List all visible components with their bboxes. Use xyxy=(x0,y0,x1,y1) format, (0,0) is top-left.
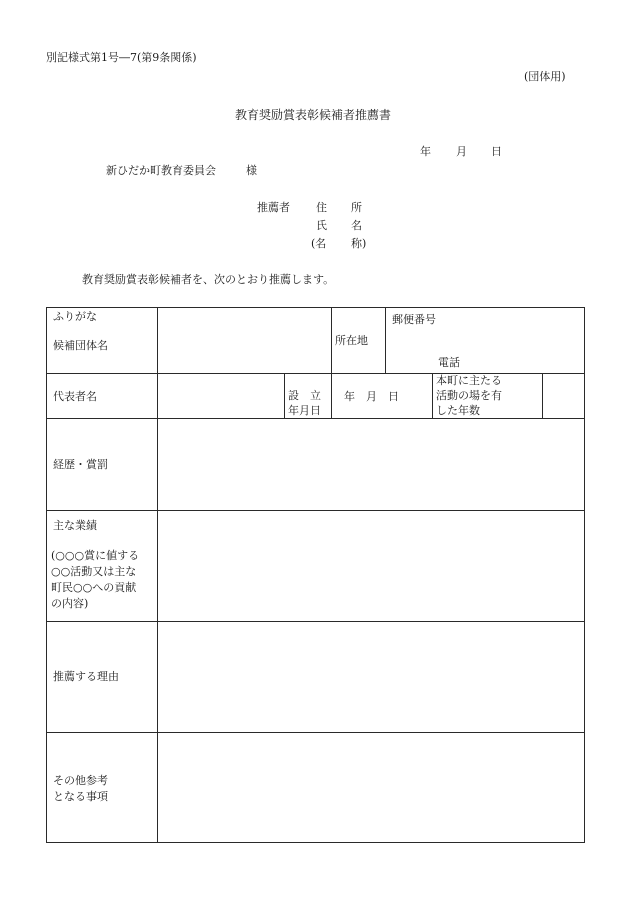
table-border-left xyxy=(46,307,47,843)
candidate-org-label: 候補団体名 xyxy=(53,339,108,352)
row2-divider-d xyxy=(542,373,543,419)
row2-divider-b xyxy=(331,373,332,419)
date-month-label: 月 xyxy=(456,145,467,158)
achievements-note-line4: の内容) xyxy=(51,597,89,610)
row-divider-5 xyxy=(46,732,585,733)
row-divider-1 xyxy=(46,373,585,374)
years-label-line2: 活動の場を有 xyxy=(436,389,502,402)
phone-label: 電話 xyxy=(438,356,460,369)
intro-sentence: 教育奨励賞表彰候補者を、次のとおり推薦します。 xyxy=(82,273,335,286)
form-number: 別記様式第1号―7(第9条関係) xyxy=(46,51,197,64)
furigana-label: ふりがな xyxy=(53,310,97,323)
recommender-address-label-a: 住 xyxy=(316,201,327,214)
row-divider-3 xyxy=(46,510,585,511)
years-label-line3: した年数 xyxy=(436,404,480,417)
recommender-label: 推薦者 xyxy=(257,201,290,214)
document-title: 教育奨励賞表彰候補者推薦書 xyxy=(235,108,392,122)
row2-divider-c xyxy=(432,373,433,419)
date-day-label: 日 xyxy=(491,145,502,158)
row-divider-4 xyxy=(46,621,585,622)
recommender-title-label-b: 称) xyxy=(351,237,367,250)
postal-code-label: 郵便番号 xyxy=(392,313,436,326)
label-column-divider xyxy=(157,307,158,843)
other-reference-label-line2: となる事項 xyxy=(53,790,108,803)
founded-date-ymd: 年 月 日 xyxy=(344,390,399,403)
table-border-bottom xyxy=(46,842,585,843)
recommender-address-label-b: 所 xyxy=(351,201,362,214)
row2-divider-a xyxy=(284,373,285,419)
row1-divider-b xyxy=(385,307,386,374)
recommendation-reason-label: 推薦する理由 xyxy=(53,670,119,683)
form-type-note: (団体用) xyxy=(524,70,566,83)
date-year-label: 年 xyxy=(420,145,431,158)
years-label-line1: 本町に主たる xyxy=(436,374,502,387)
addressee: 新ひだか町教育委員会 xyxy=(106,164,216,177)
achievements-note-line3: 町民○○への貢献 xyxy=(51,581,137,594)
recommendation-form-table xyxy=(46,307,585,843)
row-divider-2 xyxy=(46,418,585,419)
founded-label-line2: 年月日 xyxy=(288,404,321,417)
location-label: 所在地 xyxy=(335,334,368,347)
table-border-top xyxy=(46,307,585,308)
recommender-title-label-a: (名 xyxy=(311,237,327,250)
history-awards-label: 経歴・賞罰 xyxy=(53,458,108,471)
founded-label-line1: 設 立 xyxy=(288,389,321,402)
row1-divider-a xyxy=(331,307,332,374)
recommender-name-label-a: 氏 xyxy=(316,219,327,232)
achievements-note-line2: ○○活動又は主な xyxy=(51,565,137,578)
achievements-note-line1: (○○○賞に値する xyxy=(51,549,140,562)
honorific: 様 xyxy=(246,164,257,177)
other-reference-label-line1: その他参考 xyxy=(53,774,108,787)
representative-name-label: 代表者名 xyxy=(53,390,97,403)
achievements-label: 主な業績 xyxy=(53,519,97,532)
recommender-name-label-b: 名 xyxy=(351,219,362,232)
table-border-right xyxy=(584,307,585,843)
